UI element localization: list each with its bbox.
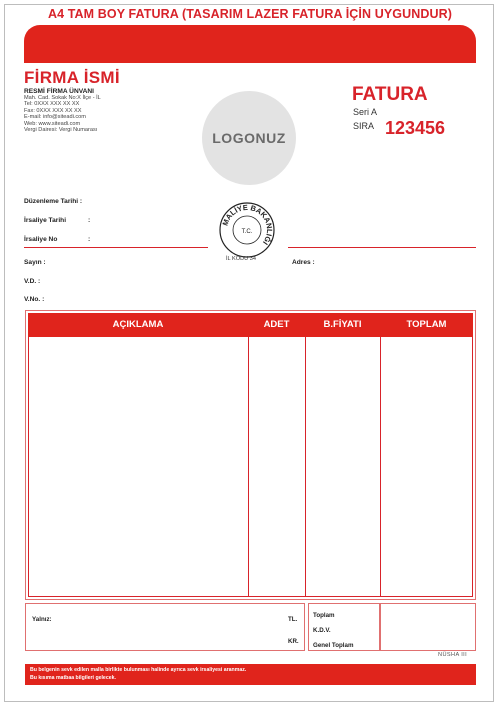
company-official-name: RESMİ FİRMA ÜNVANI	[24, 88, 94, 95]
page-header-title: A4 TAM BOY FATURA (TASARIM LAZER FATURA İÇİN UYGUNDUR)	[48, 7, 452, 21]
totals-values-box	[380, 603, 476, 651]
items-table-body	[28, 337, 473, 597]
irsaliye-tarihi-colon: :	[88, 217, 91, 224]
col-divider	[380, 337, 381, 597]
seal-caption: İL KODU 34	[226, 256, 256, 262]
company-block	[24, 68, 120, 133]
svg-text:MALİYE BAKANLIĞI	[221, 203, 275, 247]
kdv-label: K.D.V.	[313, 627, 331, 634]
col-header-aciklama: AÇIKLAMA	[112, 319, 164, 330]
divider-right	[288, 247, 476, 248]
header-red-band	[24, 25, 476, 63]
invoice-number: 123456	[385, 118, 446, 138]
col-header-toplam: TOPLAM	[406, 319, 447, 330]
invoice-series: Seri A	[353, 107, 378, 117]
vno-label: V.No. :	[24, 296, 45, 303]
company-email: E-mail: info@siteadi.com	[24, 114, 86, 121]
ministry-seal-icon	[218, 201, 276, 259]
genel-toplam-label: Genel Toplam	[313, 642, 354, 649]
footer-note-2: Bu kısıma matbaa bilgileri gelecek.	[30, 675, 116, 681]
seal-ring-text: MALİYE BAKANLIĞI	[220, 202, 275, 247]
vd-label: V.D. :	[24, 278, 41, 285]
logo-placeholder	[202, 91, 296, 185]
sayin-label: Sayın :	[24, 259, 46, 266]
invoice-sira-label: SIRA	[353, 121, 375, 131]
col-header-bfiyati: B.FİYATI	[323, 319, 362, 330]
company-tax-office: Vergi Dairesi: Vergi Numarası	[24, 127, 98, 134]
duzenleme-tarihi-label: Düzenleme Tarihi :	[24, 198, 83, 205]
footer-note-1: Bu belgenin sevk edilen malla birlikte bulunması halinde ayrıca sevk irsaliyesi aranmaz.	[30, 667, 247, 673]
irsaliye-tarihi-label: İrsaliye Tarihi	[24, 217, 67, 224]
irsaliye-no-label: İrsaliye No	[24, 236, 58, 243]
logo-text: LOGONUZ	[212, 130, 286, 146]
col-divider	[305, 337, 306, 597]
invoice-title: FATURA	[352, 84, 428, 105]
seal-center-text: T.C.	[241, 229, 253, 235]
col-header-adet: ADET	[263, 319, 290, 330]
company-fax: Fax: 0XXX XXX XX XX	[24, 107, 82, 114]
company-name: FİRMA İSMİ	[24, 68, 120, 87]
col-divider	[248, 337, 249, 597]
amount-in-words-box	[25, 603, 305, 651]
copy-number: NÜSHA III	[438, 652, 468, 658]
company-web: Web: www.siteadi.com	[24, 120, 81, 127]
toplam-label: Toplam	[313, 612, 335, 619]
adres-label: Adres :	[292, 259, 315, 266]
yalniz-label: Yalnız:	[32, 616, 52, 623]
divider-left	[24, 247, 208, 248]
irsaliye-no-colon: :	[88, 236, 91, 243]
tl-label: TL.	[288, 616, 298, 623]
company-phone: Tel: 0XXX XXX XX XX	[24, 101, 80, 108]
kr-label: KR.	[288, 638, 299, 645]
company-address: Mah. Cad. Sokak No:X İlçe - İL	[24, 95, 101, 101]
